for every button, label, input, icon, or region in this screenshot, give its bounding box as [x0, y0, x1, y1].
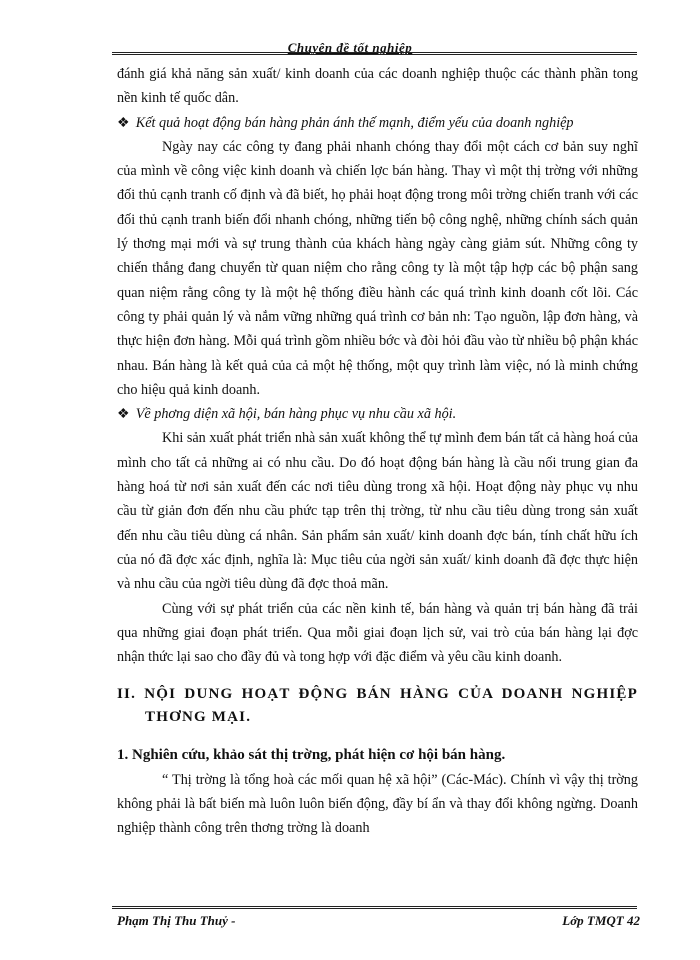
- body-text: [117, 62, 638, 841]
- paragraph-2: Ngày nay các công ty đang phải nhanh chóng thay đổi một cách cơ bản suy nghĩ của mình về công việc kinh doanh và chiến lợc bán hàng. Thay vì một thị trờng với những đối thủ cạnh tranh cố định và đã biết, họ phải hoạt động trong môi trờng chiến tranh với các đối thủ cạnh tranh biến đổi nhanh chóng, những tiến bộ công nghệ, những chính sách quản lý thơng mại mới và sự trung thành của khách hàng ngày càng giảm sút. Những công ty chiến thắng đang chuyển từ quan niệm cho rằng công ty là một tập hợp các bộ phận sang quan niệm rằng công ty là một hệ thống điều hành các quá trình kinh doanh cốt lõi. Các công ty phải quản lý và nắm vững những quá trình cơ bản nh: Tạo nguồn, lập đơn hàng, và thực hiện đơn hàng. Mỗi quá trình gồm nhiều bớc và đòi hỏi đầu vào từ nhiều bộ phận khác nhau. Bán hàng là kết quả của cả một hệ thống, một quy trình làm việc, nó là minh chứng cho hiệu quả kinh doanh.: [117, 138, 638, 398]
- bullet-social: [117, 402, 638, 426]
- bullet-social-text: Về phơng diện xã hội, bán hàng phục vụ nhu cầu xã hội.: [135, 406, 457, 423]
- subsection-heading: 1. Nghiên cứu, khảo sát thị trờng, phát hiện cơ hội bán hàng.: [117, 747, 506, 764]
- bullet-strengths-text: Kết quả hoạt động bán hàng phản ánh thế mạnh, điểm yếu của doanh nghiệp: [135, 114, 574, 131]
- footer-class: Lớp TMQT 42: [562, 913, 640, 928]
- header-rule: [112, 52, 637, 55]
- diamond-bullet-icon: ❖: [117, 406, 130, 423]
- paragraph-3: Khi sản xuất phát triển nhà sản xuất không thể tự mình đem bán tất cả hàng hoá của mình cho tất cả những ai có nhu cầu. Do đó hoạt động bán hàng là cầu nối trung gian đa hàng hoá từ nơi sản xuất đến các nơi tiêu dùng trong xã hội. Hoạt động này phục vụ nhu cầu từ giản đơn đến nhu cầu phức tạp trên thị trờng, từ nhu cầu tiêu dùng trong sản xuất đến nhu cầu tiêu dùng cá nhân. Sản phẩm sản xuất/ kinh doanh đợc bán, tính chất hữu ích của nó đã đợc xác định, nghĩa là: Mục tiêu của ngời sản xuất/ kinh doanh đã đợc thực hiện và nhu cầu của ngời tiêu dùng đã đợc thoả mãn.: [117, 430, 638, 593]
- paragraph-5: “ Thị trờng là tổng hoà các mối quan hệ xã hội” (Các-Mác). Chính vì vậy thị trờng không phải là bất biến mà luôn luôn biến động, đầy bí ẩn và thay đổi không ngừng. Doanh nghiệp thành công trên thơng trờng là doanh: [117, 771, 638, 837]
- header-title: Chuyên đề tốt nghiệp: [287, 40, 413, 55]
- footer-rule: [112, 906, 637, 909]
- paragraph-1: đánh giá khả năng sản xuất/ kinh doanh của các doanh nghiệp thuộc các thành phần tong nền kinh tế quốc dân.: [117, 66, 638, 107]
- paragraph-4: Cùng với sự phát triển của các nền kinh tế, bán hàng và quản trị bán hàng đã trải qua những giai đoạn phát triển. Qua mỗi giai đoạn lịch sử, vai trò của bán hàng lại đợc nhận thức lại sao cho đầy đủ và tong hợp với đặc điểm và yêu cầu kinh doanh.: [117, 600, 638, 666]
- diamond-bullet-icon: ❖: [117, 114, 130, 131]
- section-heading: II. NỘI DUNG HOẠT ĐỘNG BÁN HÀNG CỦA DOANH NGHIỆP THƠNG MẠI.: [117, 686, 638, 726]
- footer-author: Phạm Thị Thu Thuỷ -: [117, 913, 236, 928]
- bullet-strengths: [117, 111, 638, 135]
